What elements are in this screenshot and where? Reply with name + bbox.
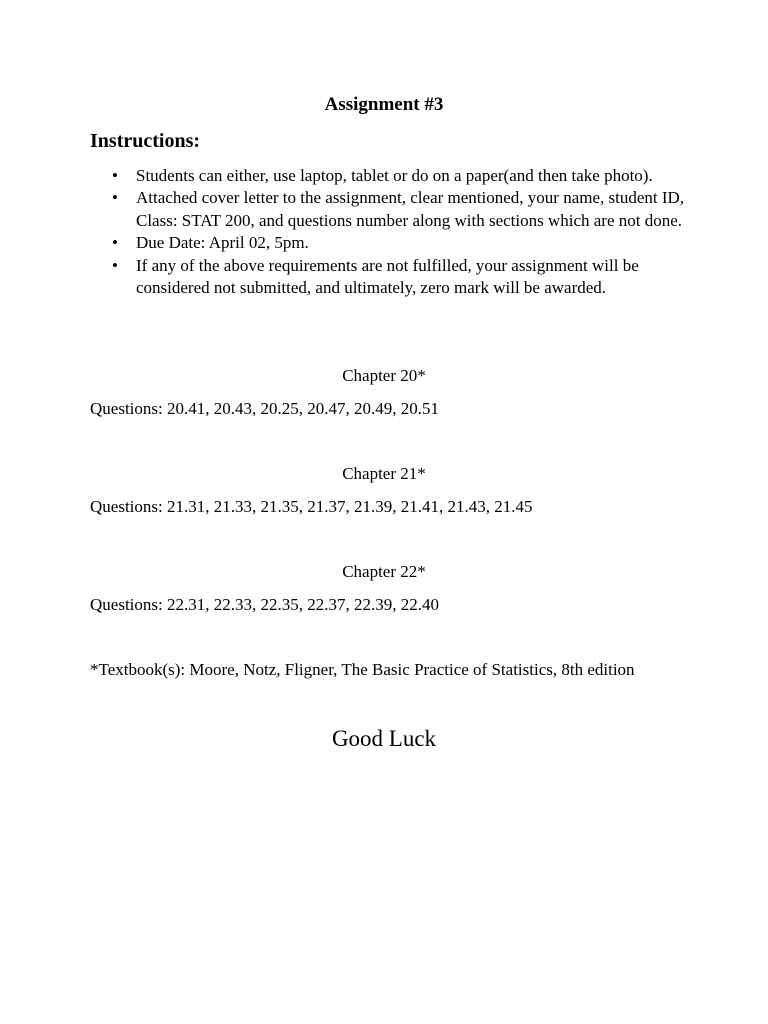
instructions-heading: Instructions: bbox=[90, 130, 201, 152]
closing-message: Good Luck bbox=[331, 726, 437, 751]
instruction-item bbox=[90, 255, 690, 300]
chapter-22-questions: Questions: 22.31, 22.33, 22.35, 22.37, 22.39, 22.40 bbox=[90, 595, 439, 614]
bullet-icon: • bbox=[112, 166, 118, 185]
instruction-text: If any of the above requirements are not fulfilled, your assignment will be considered not submitted, and ultimately, zero mark will be awarded. bbox=[136, 255, 639, 298]
instruction-item bbox=[90, 165, 690, 187]
chapter-20-questions: Questions: 20.41, 20.43, 20.25, 20.47, 20.49, 20.51 bbox=[90, 399, 439, 418]
instruction-text: Attached cover letter to the assignment, clear mentioned, your name, student ID, Class: STAT 200, and questions number along with sections which are not done. bbox=[136, 188, 685, 230]
chapter-21-heading: Chapter 21* bbox=[342, 464, 426, 483]
instruction-text: Due Date: April 02, 5pm. bbox=[136, 233, 309, 253]
bullet-icon: • bbox=[112, 255, 118, 275]
bullet-icon: • bbox=[112, 233, 118, 253]
instruction-text: Students can either, use laptop, tablet or do on a paper(and then take photo). bbox=[136, 166, 653, 185]
instructions-list bbox=[90, 165, 690, 299]
instruction-item bbox=[90, 187, 690, 232]
bullet-icon: • bbox=[112, 188, 118, 208]
instruction-item bbox=[90, 232, 690, 254]
chapter-22-heading: Chapter 22* bbox=[342, 562, 426, 581]
textbook-footnote: *Textbook(s): Moore, Notz, Fligner, The Basic Practice of Statistics, 8th edition bbox=[90, 660, 635, 679]
chapter-21-questions: Questions: 21.31, 21.33, 21.35, 21.37, 21.39, 21.41, 21.43, 21.45 bbox=[90, 497, 533, 516]
document-title: Assignment #3 bbox=[324, 94, 444, 115]
chapter-20-heading: Chapter 20* bbox=[342, 366, 426, 385]
